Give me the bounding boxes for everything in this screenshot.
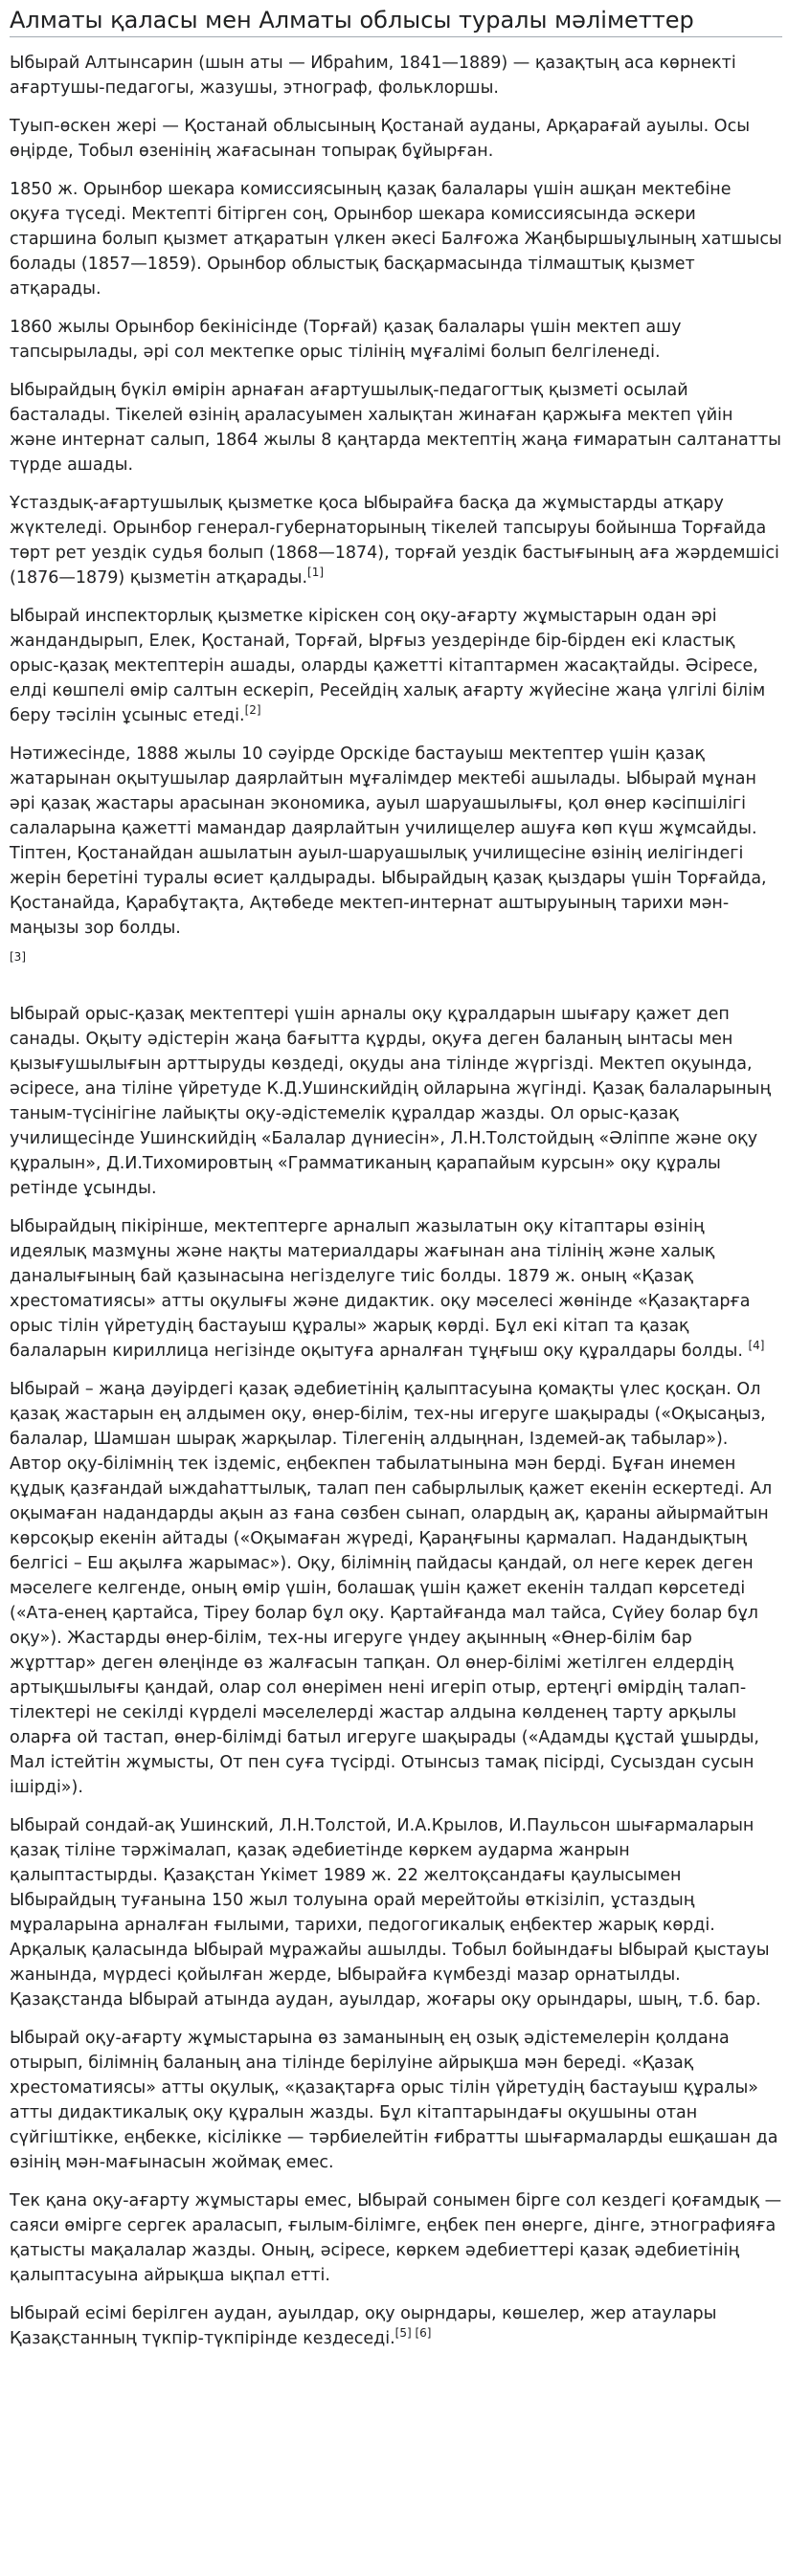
citation-link[interactable]: [2] bbox=[244, 703, 261, 718]
paragraph-text: 1860 жылы Орынбор бекінісінде (Торғай) қазақ балалары үшін мектеп ашу тапсырылады, әрі сол мектепке орыс тілінің мұғалімі болып белгіленеді. bbox=[10, 318, 682, 362]
paragraph-2 bbox=[10, 114, 782, 164]
paragraph-text: 1850 ж. Орынбор шекара комиссиясының қазақ балалары үшін ашқан мектебіне оқуға түседі. Мектепті бітірген соң, Орынбор шекара комиссиясында әскери старшина болып қызмет атқаратын үлкен әкесі Балғожа Жаңбыршыұлының хатшысы болады (1857—1859). Орынбор облыстық басқармасында тілмаштық қызмет атқарады. bbox=[10, 180, 782, 299]
citation-link[interactable]: [1] bbox=[307, 566, 325, 580]
citation-link[interactable]: [5] bbox=[394, 2326, 412, 2341]
paragraph-text: Ыбырай орыс-қазақ мектептері үшін арналы оқу құралдарын шығару қажет деп санады. Оқыту әдістерін жаңа бағытта құрды, оқуға деген баланың ынтасы мен қызығушылығын арттыруды көздеді, оқуды ана тілінде жүргізді. Мектеп оқуында, әсіресе, ана тіліне үйретуде К.Д.Ушинскийдің ойларына жүгінді. Қазақ балаларының таным-түсінігіне лайықты оқу-әдістемелік құралдар жазды. Ол орыс-қазақ училищесінде Ушинскийдің «Балалар дүниесін», Л.Н.Толстойдың «Әліппе және оқу құралын», Д.И.Тихомировтың «Грамматиканың қарапайым курсын» оқу құралы ретінде ұсынды. bbox=[10, 1005, 772, 1198]
paragraph-text: Тек қана оқу-ағарту жұмыстары емес, Ыбырай сонымен бірге сол кездегі қоғамдық — саяси өмірге сергек араласып, ғылым-білімге, еңбек пен өнерге, дінге, этнографияға қатысты мақалалар жазды. Оның, әсіресе, көркем әдебиеттері қазақ әдебиетінің қалыптасуына айрықша ықпал етті. bbox=[10, 2191, 782, 2285]
paragraph-text: Ыбырай инспекторлық қызметке кіріскен соң оқу-ағарту жұмыстарын одан әрі жандандырып, Елек, Қостанай, Торғай, Ырғыз уездерінде бір-бірден екі кластық орыс-қазақ мектептерін ашады, оларды қажетті кітаптармен жасақтайды. Әсіресе, елді көшпелі өмір салтын ескеріп, Ресейдің халық ағарту жүйесіне жаңа үлгілі білім беру тәсілін ұсыныс етеді. bbox=[10, 607, 766, 725]
paragraph-12 bbox=[10, 1813, 782, 2012]
paragraph-6 bbox=[10, 491, 782, 590]
paragraph-14 bbox=[10, 2188, 782, 2288]
paragraph-5 bbox=[10, 378, 782, 477]
citation-ref[interactable] bbox=[748, 1339, 764, 1352]
paragraph-1 bbox=[10, 51, 782, 100]
paragraph-9 bbox=[10, 1002, 782, 1201]
paragraph-4 bbox=[10, 315, 782, 365]
paragraph-text: Ыбырайдың бүкіл өмірін арнаған ағартушылық-педагогтық қызметі осылай басталады. Тікелей өзінің араласуымен халықтан жинаған қаржыға мектеп үйін және интернат салып, 1864 жылы 8 қаңтарда мектептің жаңа ғимаратын салтанатты түрде ашады. bbox=[10, 381, 781, 475]
paragraph-text: Ыбырай есімі берілген аудан, ауылдар, оқу оырндары, көшелер, жер атаулары Қазақстанның түкпір-түкпірінде кездеседі. bbox=[10, 2304, 717, 2348]
standalone-citation[interactable] bbox=[10, 948, 782, 966]
paragraph-8 bbox=[10, 742, 782, 941]
citation-ref[interactable] bbox=[307, 566, 324, 579]
citation-link[interactable]: [4] bbox=[748, 1339, 765, 1353]
paragraph-13 bbox=[10, 2026, 782, 2175]
paragraph-11 bbox=[10, 1377, 782, 1800]
paragraph-3 bbox=[10, 177, 782, 301]
citation-ref[interactable] bbox=[245, 703, 261, 717]
citation-link[interactable]: [6] bbox=[415, 2326, 432, 2341]
paragraph-text: Нәтижесінде, 1888 жылы 10 сәуірде Орскіде бастауыш мектептер үшін қазақ жатарынан оқытушылар даярлайтын мұғалімдер мектебі ашылады. Ыбырай мұнан әрі қазақ жастары арасынан экономика, ауыл шаруашылығы, қол өнер кәсіпшілігі салаларына қажетті мамандар даярлайтын училищелер ашуға көп күш жұмсайды. Тіптен, Қостанайдан ашылатын ауыл-шаруашылық училищесіне өзінің иелігіндегі жерін беретіні туралы өсиет қалдырады. Ыбырайдың қазақ қыздары үшін Торғайда, Қостанайда, Қарабұтақта, Ақтөбеде мектеп-интернат аштыруының тарихи мән-маңызы зор болды. bbox=[10, 744, 767, 938]
paragraph-text: Ыбырай сондай-ақ Ушинский, Л.Н.Толстой, И.А.Крылов, И.Паульсон шығармаларын қазақ тіліне тәржімалап, қазақ әдебиетінде көркем аударма жанрын қалыптастырды. Қазақстан Үкімет 1989 ж. 22 желтоқсандағы қаулысымен Ыбырайдың туғанына 150 жыл толуына орай мерейтойы өткізіліп, ұстаздың мұраларына арналған ғылыми, тарихи, педогогикалық еңбектер жарық көрді. Арқалық қаласында Ыбырай мұражайы ашылды. Тобыл бойындағы Ыбырай қыстауы жанында, мүрдесі қойылған жерде, Ыбырайға күмбезді мазар орнатылды. Қазақстанда Ыбырай атында аудан, ауылдар, жоғары оқу орындары, шың, т.б. бар. bbox=[10, 1816, 770, 2010]
paragraph-text: Ұстаздық-ағартушылық қызметке қоса Ыбырайға басқа да жұмыстарды атқару жүктеледі. Орынбор генерал-губернаторының тікелей тапсыруы бойынша Торғайда төрт рет уездік судья болып (1868—1874), торғай уездік бастығының аға жәрдемшісі (1876—1879) қызметін атқарады. bbox=[10, 494, 779, 588]
paragraph-text: Ыбырай Алтынсарин (шын аты — Ибраһим, 1841—1889) — қазақтың аса көрнекті ағартушы-педагогы, жазушы, этнограф, фольклоршы. bbox=[10, 54, 736, 98]
paragraph-15 bbox=[10, 2301, 782, 2351]
paragraph-text: Туып-өскен жері — Қостанай облысының Қостанай ауданы, Арқарағай ауылы. Осы өңірде, Тобыл өзенінің жағасынан топырақ бұйырған. bbox=[10, 117, 751, 161]
paragraph-text: Ыбырай оқу-ағарту жұмыстарына өз заманының ең озық әдістемелерін қолдана отырып, білімнің баланың ана тілінде берілуіне айрықша мән береді. «Қазақ хрестоматиясы» атты оқулық, «қазақтарға орыс тілін үйретудің бастауыш құралы» атты дидактикалық оқу құралын жазды. Бұл кітаптарындағы оқушыны отан сүйгіштікке, еңбекке, кісілікке — тәрбиелейтін ғибратты шығармаларды ешқашан да өзінің мән-мағынасын жоймақ емес. bbox=[10, 2029, 778, 2172]
paragraph-7 bbox=[10, 604, 782, 728]
citation-ref[interactable] bbox=[395, 2326, 432, 2340]
paragraph-text: Ыбырайдың пікірінше, мектептерге арналып жазылатын оқу кітаптары өзінің идеялық мазмұны және нақты материалдары жағынан ана тілінің және халық даналығының бай қазынасына негізделуге тиіс болды. 1879 ж. оның «Қазақ хрестоматиясы» атты оқулығы және дидактик. оқу мәселесі жөнінде «Қазақтарға орыс тілін үйретудің бастауыш құралы» жарық көрді. Бұл екі кітап та қазақ балаларын кириллица негізінде оқытуға арналған тұңғыш оқу құралдары болды. bbox=[10, 1217, 751, 1361]
article bbox=[0, 6, 792, 2351]
page-title: Алматы қаласы мен Алматы облысы туралы мәліметтер bbox=[10, 6, 782, 37]
paragraph-text: Ыбырай – жаңа дәуірдегі қазақ әдебиетінің қалыптасуына қомақты үлес қосқан. Ол қазақ жастарын ең алдымен оқу, өнер-білім, тех-ны игеруге шақырады («Оқысаңыз, балалар, Шамшан шырақ жарқылар. Тілегенің алдыңнан, Іздемей-ақ табылар»). Автор оқу-білімнің тек іздеміс, еңбекпен табылатынына мән берді. Бұған инемен құдық қазғандай ыждаһаттылық, талап пен сабырлылық қажет екенін ескертеді. Ал оқымаған надандарды ақын аз ғана сөзбен сынап, олардың ақ, қараны айырмайтын көрсоқыр екенін айтады («Оқымаған жүреді, Қараңғыны қармалап. Надандықтың белгісі – Еш ақылға жарымас»). Оқу, білімнің пайдасы қандай, ол неге керек деген мәселеге келгенде, оның өмір үшін, болашақ үшін қажет екенін талдап көрсетеді («Ата-енең қартайса, Тіреу болар бұл оқу. Қартайғанда мал тайса, Сүйеу болар бұл оқу»). Жастарды өнер-білім, тех-ны игеруге үндеу ақынның «Өнер-білім бар жұрттар» деген өлеңінде өз жалғасын тапқан. Ол өнер-білімі жетілген елдердің артықшылығы қандай, олар сол өнерімен нені игеріп отыр, ертеңгі өмірдің талап-тілектері не секілді күрделі мәселелерді жастар алдына көлденең тарту арқылы оларға ой тастап, өнер-білімді батыл игеруге шақырады («Адамды құстай ұшырды, Мал істейтін жұмысты, От пен суға түсірді. Отынсыз тамақ пісірді, Сусыздан сусын ішірді»). bbox=[10, 1380, 773, 1797]
citation-link[interactable]: [3] bbox=[10, 950, 26, 964]
paragraph-10 bbox=[10, 1214, 782, 1364]
